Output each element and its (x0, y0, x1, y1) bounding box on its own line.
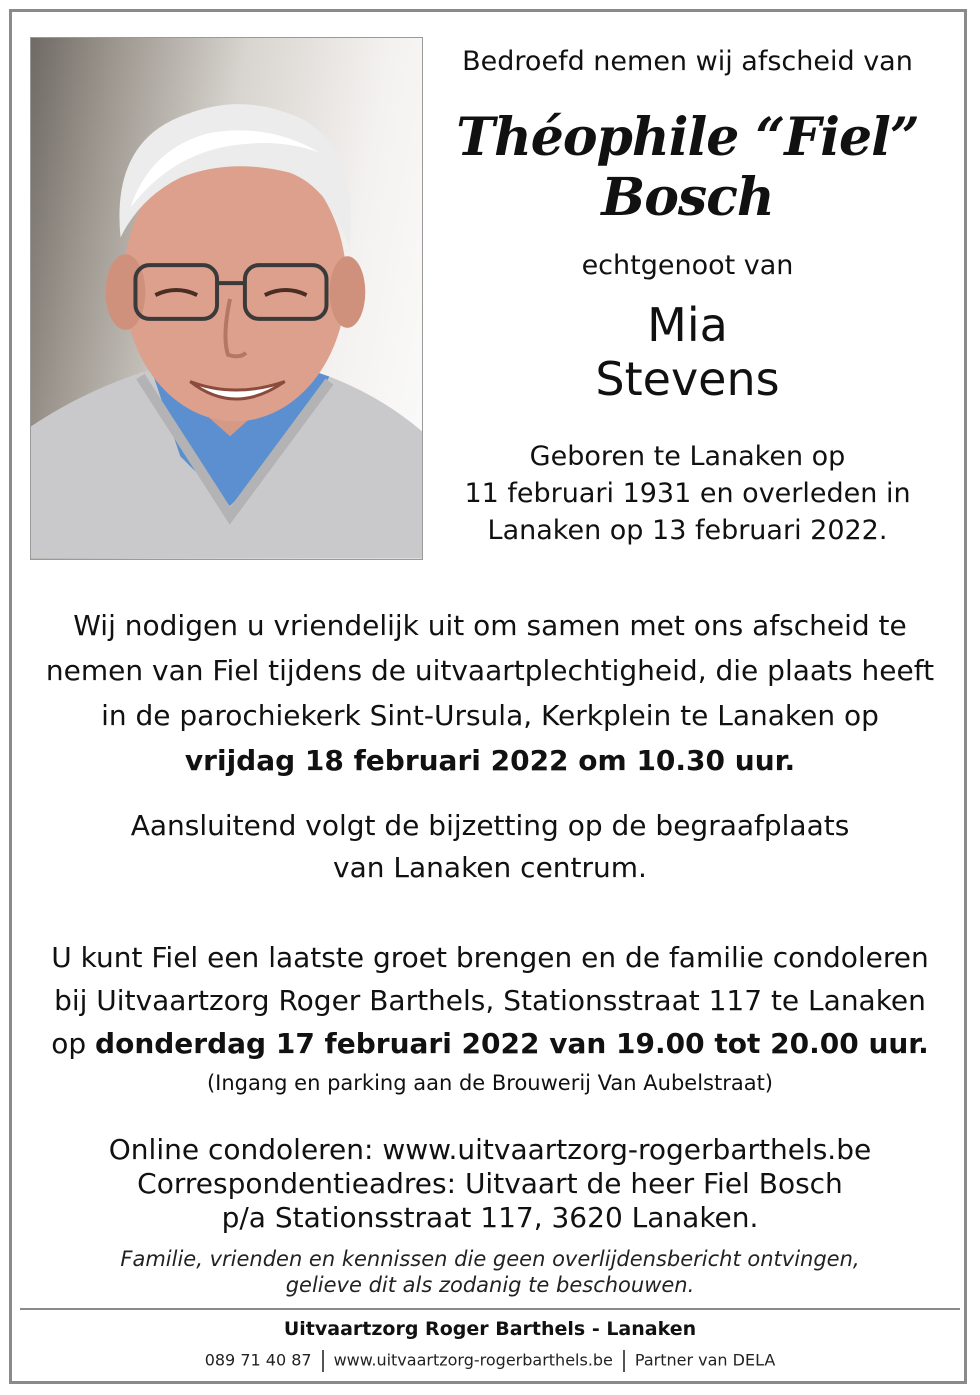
online-condolence: Online condoleren: www.uitvaartzorg-rogerbarthels.be (108, 1133, 872, 1166)
visitation-prefix: op (51, 1027, 87, 1060)
burial-line1: Aansluitend volgt de bijzetting op de begraafplaats (130, 809, 850, 842)
correspondence-address-line1: Correspondentieadres: Uitvaart de heer Fiel Bosch (137, 1167, 843, 1200)
visitation-datetime: donderdag 17 februari 2022 van 19.00 tot 20.00 uur. (95, 1027, 929, 1060)
footer-divider (20, 1308, 960, 1310)
footer-website: www.uitvaartzorg-rogerbarthels.be (333, 1350, 613, 1370)
burial-paragraph (20, 805, 960, 889)
spouse-first-name: Mia (647, 298, 728, 352)
deceased-name-line2: Bosch (601, 167, 774, 228)
ceremony-paragraph (20, 603, 960, 783)
disclaimer (20, 1246, 960, 1298)
spouse-label: echtgenoot van (581, 250, 794, 281)
intro-text: Bedroefd nemen wij afscheid van (462, 46, 913, 77)
visitation-note: (Ingang en parking aan de Brouwerij Van Aubelstraat) (206, 1071, 774, 1095)
footer-company: Uitvaartzorg Roger Barthels - Lanaken (283, 1318, 697, 1340)
ceremony-line3: in de parochiekerk Sint-Ursula, Kerkplein te Lanaken op (101, 699, 879, 732)
ceremony-datetime: vrijdag 18 februari 2022 om 10.30 uur. (184, 744, 796, 777)
footer-contact (20, 1350, 960, 1372)
footer-separator (623, 1350, 625, 1372)
deceased-name (440, 108, 935, 228)
disclaimer-line2: gelieve dit als zodanig te beschouwen. (285, 1273, 695, 1297)
portrait-photo (30, 37, 423, 560)
born-line2: 11 februari 1931 en overleden in (464, 478, 911, 509)
born-line1: Geboren te Lanaken op (529, 441, 846, 472)
spouse-last-name: Stevens (595, 352, 780, 406)
born-line3: Lanaken op 13 februari 2022. (487, 515, 888, 546)
portrait-illustration (31, 38, 422, 559)
contact-info (20, 1133, 960, 1235)
ceremony-line2: nemen van Fiel tijdens de uitvaartplechtigheid, die plaats heeft (45, 654, 935, 687)
disclaimer-line1: Familie, vrienden en kennissen die geen overlijdensbericht ontvingen, (120, 1247, 860, 1271)
correspondence-address-line2: p/a Stationsstraat 117, 3620 Lanaken. (221, 1201, 759, 1234)
footer-phone: 089 71 40 87 (204, 1350, 312, 1370)
visitation-line2: bij Uitvaartzorg Roger Barthels, Stationsstraat 117 te Lanaken (54, 984, 926, 1017)
spouse-name (440, 298, 935, 406)
footer-separator (322, 1350, 324, 1372)
burial-line2: van Lanaken centrum. (333, 851, 647, 884)
deceased-name-line1: Théophile “Fiel” (456, 107, 919, 168)
visitation-paragraph (20, 936, 960, 1101)
birth-death-text (440, 438, 935, 549)
visitation-line1: U kunt Fiel een laatste groet brengen en de familie condoleren (51, 941, 929, 974)
ceremony-line1: Wij nodigen u vriendelijk uit om samen met ons afscheid te (73, 609, 907, 642)
footer-partner: Partner van DELA (634, 1350, 776, 1370)
